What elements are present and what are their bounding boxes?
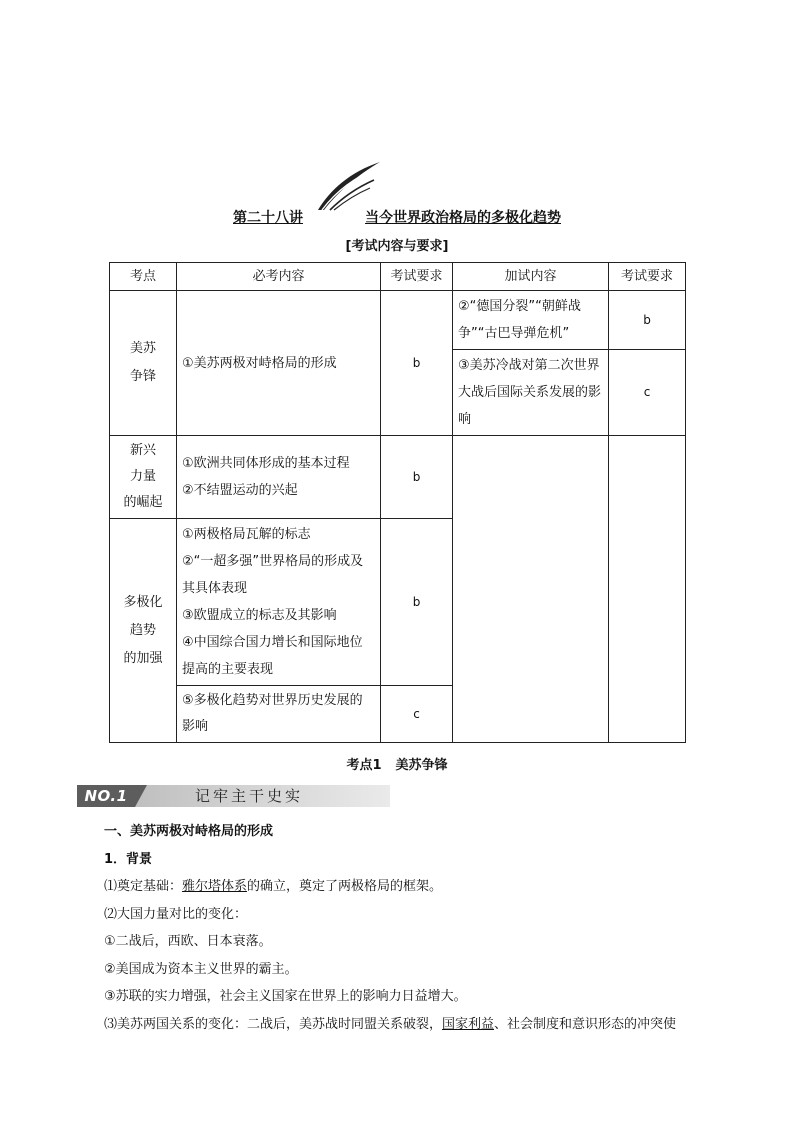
- required-item: ①两极格局瓦解的标志: [182, 527, 311, 542]
- additional-level-cell: b: [609, 291, 686, 350]
- required-level-cell: b: [381, 436, 453, 519]
- content-paragraph: ⑵大国力量对比的变化：: [104, 906, 248, 922]
- table-row: [110, 436, 686, 519]
- required-level-cell: b: [381, 291, 453, 436]
- section-name: 美苏争锋: [395, 758, 448, 773]
- lecture-number: 第二十八讲: [233, 210, 303, 226]
- content-subheading: 1．背景: [104, 851, 153, 867]
- required-level-cell: c: [381, 686, 453, 743]
- lecture-topic: 当今世界政治格局的多极化趋势: [365, 210, 561, 226]
- topic-cell: 美苏 争锋: [110, 291, 177, 436]
- required-content-cell: [177, 436, 381, 519]
- text-span: 、社会制度和意识形态的冲突使: [494, 1016, 677, 1032]
- section-heading: [0, 754, 794, 773]
- required-level-cell: b: [381, 519, 453, 686]
- content-paragraph: [104, 873, 744, 901]
- table-header-row: [110, 263, 686, 291]
- table-row: [110, 291, 686, 350]
- required-item: ③欧盟成立的标志及其影响: [182, 608, 337, 623]
- content-body: [104, 818, 744, 1038]
- content-paragraph: ②美国成为资本主义世界的霸主。: [104, 961, 298, 977]
- additional-content-cell: ②“德国分裂”“朝鲜战争”“古巴导弹危机”: [453, 291, 609, 350]
- exam-requirements-table: [109, 262, 686, 743]
- requirements-subtitle: [考试内容与要求]: [345, 239, 449, 254]
- banner-badge: NO.1: [77, 785, 135, 807]
- text-span: 的确立，奠定了两极格局的框架。: [247, 879, 443, 894]
- required-item: ②“一超多强”世界格局的形成及其具体表现: [182, 554, 364, 596]
- empty-cell: [609, 436, 686, 743]
- text-span: ⑶美苏两国关系的变化：二战后，美苏战时同盟关系破裂，: [104, 1016, 443, 1032]
- banner-badge-tail: [135, 785, 147, 807]
- content-paragraph: [104, 1011, 744, 1039]
- required-item: ①欧洲共同体形成的基本过程: [182, 456, 350, 471]
- required-content-cell: ①美苏两极对峙格局的形成: [177, 291, 381, 436]
- key-term: 雅尔塔体系: [182, 879, 248, 894]
- content-paragraph: ③苏联的实力增强，社会主义国家在世界上的影响力日益增大。: [104, 989, 467, 1004]
- page-title: [0, 207, 794, 227]
- additional-content-cell: ③美苏冷战对第二次世界大战后国际关系发展的影响: [453, 350, 609, 436]
- topic-cell: 多极化 趋势 的加强: [110, 519, 177, 743]
- swoosh-decoration-icon: [316, 160, 382, 212]
- text-span: ⑴奠定基础：: [104, 879, 183, 894]
- required-item: ②不结盟运动的兴起: [182, 483, 298, 498]
- topic-cell: 新兴 力量 的崛起: [110, 436, 177, 519]
- key-term: 国家利益: [442, 1016, 495, 1032]
- table-header: 考试要求: [609, 263, 686, 291]
- required-content-cell: [177, 519, 381, 686]
- table-header: 必考内容: [177, 263, 381, 291]
- required-item: ④中国综合国力增长和国际地位提高的主要表现: [182, 635, 363, 677]
- additional-level-cell: c: [609, 350, 686, 436]
- table-header: 考点: [110, 263, 177, 291]
- table-header: 加试内容: [453, 263, 609, 291]
- empty-cell: [453, 436, 609, 743]
- required-content-cell: ⑤多极化趋势对世界历史发展的影响: [177, 686, 381, 743]
- banner-text: 记牢主干史实: [195, 787, 304, 805]
- content-heading: 一、美苏两极对峙格局的形成: [104, 824, 274, 839]
- content-paragraph: ①二战后，西欧、日本衰落。: [104, 934, 272, 949]
- section-label: 考点1: [346, 758, 382, 773]
- table-header: 考试要求: [381, 263, 453, 291]
- section-banner: [77, 785, 390, 807]
